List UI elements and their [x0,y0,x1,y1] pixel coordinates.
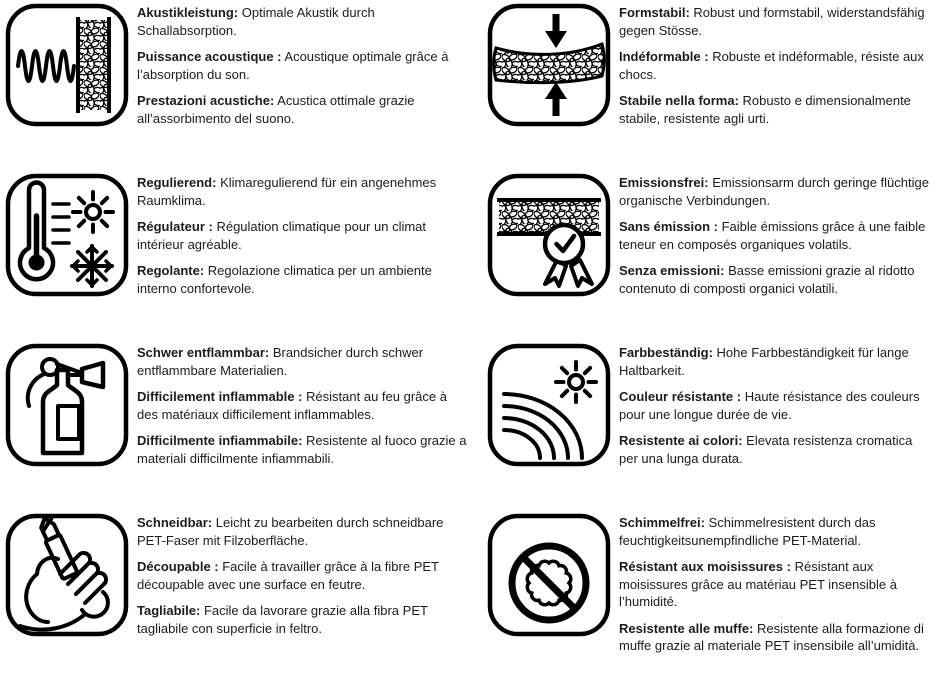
feature-block-formstable [486,2,936,172]
feature-text-de: Akustikleistung: Optimale Akustik durch Schallabsorption. [137,5,375,38]
feature-text-it: Tagliabile: Facile da lavorare grazie alla fibra PET tagliabile con superficie in feltro. [137,603,428,636]
sound-absorption-icon [4,2,130,128]
feature-block-mold [486,512,936,682]
feature-texts [619,172,930,306]
feature-block-colorfast [486,342,936,512]
mold-resistant-icon [486,512,612,638]
feature-text-fr: Régulateur : Régulation climatique pour un climat intérieur agréable. [137,219,427,252]
feature-texts [619,2,930,136]
feature-texts [137,2,467,136]
feature-text-de: Schwer entflammbar: Brandsicher durch schwer entflammbare Materialien. [137,345,424,378]
feature-text-it: Difficilmente infiammabile: Resistente al fuoco grazie a materiali difficilmente infiammabili. [137,433,467,466]
feature-block-flame [4,342,486,512]
low-emission-icon [486,172,612,298]
feature-text-de: Regulierend: Klimaregulierend für ein angenehmes Raumklima. [137,175,437,208]
feature-text-it: Senza emissioni: Basse emissioni grazie al ridotto contenuto di composti organici volatili. [619,263,915,296]
feature-text-fr: Difficilement inflammable : Résistant au feu grâce à des matériaux difficilement inflammables. [137,389,447,422]
climate-regulating-icon [4,172,130,298]
feature-block-emission [486,172,936,342]
feature-texts [619,342,930,476]
feature-text-it: Prestazioni acustiche: Acustica ottimale grazie all’assorbimento del suono. [137,93,415,126]
feature-text-it: Stabile nella forma: Robusto e dimensionalmente stabile, resistente agli urti. [619,93,911,126]
feature-block-regulating [4,172,486,342]
feature-texts [137,172,467,306]
feature-text-de: Formstabil: Robust und formstabil, widerstandsfähig gegen Stösse. [619,5,925,38]
feature-text-fr: Puissance acoustique : Acoustique optimale grâce à l’absorption du son. [137,49,449,82]
feature-texts [137,512,467,646]
feature-text-fr: Couleur résistante : Haute résistance des couleurs pour une longue durée de vie. [619,389,920,422]
feature-text-it: Regolante: Regolazione climatica per un ambiente interno confortevole. [137,263,432,296]
feature-text-fr: Découpable : Facile à travailler grâce à la fibre PET découpable avec une surface en feutre. [137,559,439,592]
feature-text-fr: Indéformable : Robuste et indéformable, résiste aux chocs. [619,49,924,82]
feature-texts [619,512,930,664]
feature-text-de: Farbbeständig: Hohe Farbbeständigkeit für lange Haltbarkeit. [619,345,909,378]
feature-block-cuttable [4,512,486,682]
feature-text-de: Emissionsfrei: Emissionsarm durch geringe flüchtige organische Verbindungen. [619,175,929,208]
feature-text-it: Resistente ai colori: Elevata resistenza cromatica per una lunga durata. [619,433,913,466]
feature-block-acoustic [4,2,486,172]
feature-text-it: Resistente alle muffe: Resistente alla formazione di muffe grazie al materiale PET insensibile all’umidità. [619,620,924,653]
compression-resistance-icon [486,2,612,128]
cuttable-icon [4,512,130,638]
color-fastness-icon [486,342,612,468]
feature-text-fr: Sans émission : Faible émissions grâce à une faible teneur en composés organiques volatils. [619,219,926,252]
fire-extinguisher-icon [4,342,130,468]
feature-texts [137,342,467,476]
feature-text-de: Schimmelfrei: Schimmelresistent durch das feuchtigkeitsunempfindliche PET-Material. [619,515,876,548]
feature-text-de: Schneidbar: Leicht zu bearbeiten durch schneidbare PET-Faser mit Filzoberfläche. [137,515,444,548]
feature-text-fr: Résistant aux moisissures : Résistant aux moisissures grâce au matériau PET insensible à l’humidité. [619,559,897,609]
